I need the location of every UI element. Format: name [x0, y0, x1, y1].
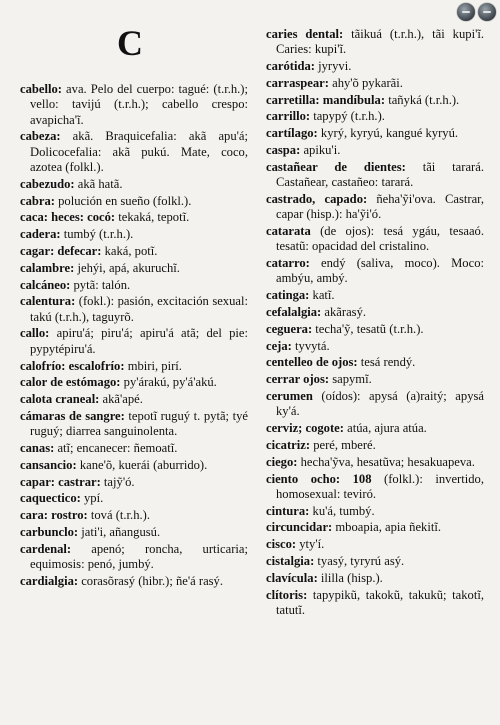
dictionary-entry	[20, 458, 248, 473]
entry-headword: catarro:	[266, 256, 310, 271]
entry-definition: jehýi, apá, akuruchĩ.	[74, 260, 180, 275]
entry-definition: yty'í.	[296, 537, 325, 552]
dictionary-entry	[20, 294, 248, 325]
dictionary-entry	[266, 455, 484, 470]
entry-definition: tumbý (t.r.h.).	[60, 227, 134, 242]
entry-headword: cadera:	[20, 227, 61, 242]
entry-definition: (de ojos): tesá ygáu, tesaaó. tesatũ: opacidad del cristalino.	[276, 224, 484, 254]
entry-definition: ililla (hisp.).	[317, 570, 383, 585]
entry-headword: catarata	[266, 224, 311, 239]
entry-headword: cartílago:	[266, 126, 318, 141]
entry-headword: catinga:	[266, 288, 310, 303]
entry-headword: cabello:	[20, 82, 62, 96]
dictionary-entry	[20, 177, 248, 192]
dictionary-entry	[20, 441, 248, 456]
entry-definition: tapypikũ, takokũ, takukũ; takotĩ, tatutĩ.	[276, 587, 484, 617]
entry-headword: circuncidar:	[266, 520, 333, 535]
entry-definition: ava. Pelo del cuerpo: tagué: (t.r.h.); vello: tavijú (t.r.h.); cabello crespo: avapicha'ĩ.	[30, 82, 248, 127]
dictionary-entry	[20, 129, 248, 175]
entry-definition: peré, mberé.	[310, 437, 376, 452]
dictionary-entry	[20, 475, 248, 490]
entry-headword: calota craneal:	[20, 392, 100, 407]
entry-definition: tãi tarará. Castañear, castañeo: tarará.	[276, 159, 484, 190]
close-icon[interactable]	[478, 3, 496, 21]
entry-definition: sapymĩ.	[329, 372, 372, 387]
dictionary-entry	[266, 372, 484, 387]
dictionary-entry	[266, 288, 484, 303]
entry-definition: tesá rendý.	[357, 355, 416, 370]
entry-headword: caca: heces: cocó:	[20, 210, 116, 225]
entry-definition: polución en sueño (folkl.).	[54, 193, 192, 208]
entry-headword: cisco:	[266, 537, 297, 552]
dictionary-entry	[266, 504, 484, 519]
dictionary-entry	[266, 126, 484, 141]
dictionary-entry	[266, 59, 484, 74]
left-column	[20, 82, 248, 591]
entry-headword: cagar: defecar:	[20, 243, 102, 258]
dictionary-entry	[20, 525, 248, 540]
entry-headword: clítoris:	[266, 587, 308, 602]
dictionary-entry	[266, 339, 484, 354]
entry-headword: cintura:	[266, 503, 310, 518]
entry-headword: ceguera:	[266, 321, 313, 336]
dictionary-entry	[266, 93, 484, 108]
dictionary-entry	[266, 224, 484, 255]
entry-headword: capar: castrar:	[20, 474, 101, 489]
dictionary-entry	[20, 409, 248, 440]
entry-definition: apiru'á; piru'á; apiru'á atã; del pie: pypytépiru'á.	[30, 326, 248, 356]
minimize-icon[interactable]	[457, 3, 475, 21]
dictionary-entry	[266, 76, 484, 91]
entry-headword: cicatriz:	[266, 437, 311, 452]
entry-headword: castañear de dientes:	[266, 159, 406, 174]
entry-definition: apenó; roncha, urticaria; equimosis: penó, jumbý.	[30, 541, 248, 572]
dictionary-entry	[266, 537, 484, 552]
dictionary-entry	[266, 389, 484, 420]
entry-definition: (fokl.): pasión, excitación sexual: takú (t.r.h.), taguyrõ.	[30, 294, 248, 324]
entry-headword: cerumen	[266, 389, 313, 404]
dictionary-entry	[266, 438, 484, 453]
entry-headword: carbunclo:	[20, 525, 79, 540]
entry-definition: tãikuá (t.r.h.), tãi kupi'ĩ. Caries: kupi'ĩ.	[276, 27, 484, 57]
entry-headword: canas:	[20, 441, 55, 456]
entry-definition: ahy'õ pykarãi.	[328, 75, 403, 90]
dictionary-entry	[266, 109, 484, 124]
entry-definition: py'árakú, py'á'akú.	[120, 375, 217, 390]
dictionary-entry	[266, 143, 484, 158]
entry-definition: kane'õ, kuerái (aburrido).	[76, 457, 208, 472]
entry-headword: cardialgia:	[20, 573, 79, 588]
dictionary-entry	[20, 542, 248, 573]
entry-definition: pytã: talón.	[70, 277, 131, 292]
entry-definition: ñeha'ỹi'ova. Castrar, capar (hisp.): ha'ỹi'ó.	[276, 191, 484, 222]
entry-headword: carótida:	[266, 59, 315, 74]
entry-definition: mboapia, apia ñekitĩ.	[332, 520, 441, 535]
entry-definition: ypí.	[80, 491, 104, 506]
entry-definition: ku'á, tumbý.	[309, 503, 375, 518]
dictionary-entry	[20, 508, 248, 523]
dictionary-entry	[20, 278, 248, 293]
entry-definition: tañyká (t.r.h.).	[385, 92, 460, 107]
entry-definition: kaká, potĩ.	[101, 243, 158, 258]
entry-definition: hecha'ỹva, hesatũva; hesakuapeva.	[297, 454, 475, 469]
entry-headword: cansancio:	[20, 457, 77, 472]
entry-definition: atúa, ajura atúa.	[343, 421, 427, 436]
entry-definition: (folkl.): invertido, homosexual: teviró.	[276, 471, 484, 501]
entry-definition: apiku'i.	[300, 143, 341, 158]
dictionary-entry	[266, 520, 484, 535]
entry-headword: caspa:	[266, 143, 301, 158]
section-letter: C	[117, 23, 143, 63]
dictionary-entry	[266, 305, 484, 320]
dictionary-entry	[266, 27, 484, 58]
entry-headword: cerrar ojos:	[266, 372, 330, 387]
entry-definition: jati'i, añangusú.	[78, 525, 161, 540]
entry-headword: ciento ocho: 108	[266, 471, 372, 486]
entry-headword: cistalgia:	[266, 554, 315, 568]
dictionary-entry	[20, 375, 248, 390]
entry-definition: katĩ.	[309, 288, 335, 303]
dictionary-entry	[20, 244, 248, 259]
dictionary-entry	[266, 421, 484, 436]
entry-definition: tajỹ'ó.	[100, 474, 135, 489]
entry-headword: cara: rostro:	[20, 508, 88, 523]
entry-headword: ceja:	[266, 338, 292, 353]
entry-headword: cabezudo:	[20, 176, 75, 191]
entry-definition: techa'ỹ, tesatũ (t.r.h.).	[312, 321, 424, 336]
entry-headword: carretilla: mandíbula:	[266, 92, 386, 107]
dictionary-entry	[20, 227, 248, 242]
dictionary-entry	[20, 82, 248, 128]
dictionary-entry	[266, 472, 484, 503]
entry-headword: carraspear:	[266, 75, 329, 90]
dictionary-entry	[266, 192, 484, 223]
window-controls	[457, 3, 496, 21]
entry-headword: clavícula:	[266, 570, 318, 585]
dictionary-entry	[20, 574, 248, 589]
dictionary-entry	[20, 194, 248, 209]
entry-definition: akãrasý.	[321, 305, 367, 320]
entry-definition: akã. Braquicefalia: akã apu'á; Dolicocefalia: akã pukú. Mate, coco, azotea (folkl.).	[30, 129, 248, 174]
entry-definition: tyvytá.	[291, 338, 330, 353]
entry-headword: caries dental:	[266, 27, 344, 41]
entry-headword: cardenal:	[20, 541, 72, 556]
entry-definition: jyryvi.	[314, 59, 352, 74]
dictionary-entry	[266, 160, 484, 191]
entry-headword: castrado, capado:	[266, 191, 368, 206]
entry-definition: endý (saliva, moco). Moco: ambýu, ambý.	[276, 256, 484, 286]
dictionary-entry	[266, 571, 484, 586]
entry-definition: tekaká, tepotĩ.	[115, 210, 190, 225]
entry-definition: tepotĩ ruguý t. pytã; tyé ruguý; diarrea sanguinolenta.	[30, 408, 248, 439]
entry-headword: cerviz; cogote:	[266, 421, 344, 436]
entry-definition: tyasý, tyryrú asý.	[314, 554, 405, 568]
entry-definition: mbiri, pirí.	[124, 358, 182, 373]
entry-headword: calambre:	[20, 260, 75, 275]
entry-headword: cabra:	[20, 193, 55, 208]
dictionary-entry	[20, 326, 248, 357]
dictionary-entry	[266, 588, 484, 619]
dictionary-entry	[20, 392, 248, 407]
entry-headword: callo:	[20, 326, 50, 341]
dictionary-entry	[266, 554, 484, 569]
dictionary-entry	[20, 359, 248, 374]
entry-definition: kyrý, kyryú, kangué kyryú.	[317, 126, 459, 141]
entry-definition: tapypý (t.r.h.).	[310, 109, 385, 124]
entry-headword: centelleo de ojos:	[266, 355, 358, 370]
entry-headword: calcáneo:	[20, 277, 71, 292]
entry-headword: caquectico:	[20, 491, 81, 506]
dictionary-entry	[266, 256, 484, 287]
entry-headword: cámaras de sangre:	[20, 408, 125, 423]
entry-definition: akã hatã.	[74, 176, 123, 191]
entry-headword: ciego:	[266, 454, 298, 469]
dictionary-entry	[266, 355, 484, 370]
entry-headword: cabeza:	[20, 129, 61, 144]
entry-definition: akã'apé.	[99, 392, 143, 407]
entry-headword: calofrío: escalofrío:	[20, 358, 125, 373]
right-column	[266, 27, 484, 620]
dictionary-entry	[266, 322, 484, 337]
entry-headword: calor de estómago:	[20, 375, 121, 390]
entry-definition: atĩ; encanecer: ñemoatĩ.	[54, 441, 178, 456]
entry-headword: calentura:	[20, 294, 76, 309]
entry-definition: (oídos): apysá (a)raitý; apysá ky'á.	[276, 389, 484, 419]
dictionary-entry	[20, 261, 248, 276]
entry-headword: carrillo:	[266, 109, 311, 124]
entry-definition: corasõrasý (hibr.); ñe'á rasý.	[78, 573, 224, 588]
entry-definition: tová (t.r.h.).	[87, 508, 150, 523]
dictionary-entry	[20, 491, 248, 506]
dictionary-entry	[20, 210, 248, 225]
entry-headword: cefalalgia:	[266, 305, 322, 320]
